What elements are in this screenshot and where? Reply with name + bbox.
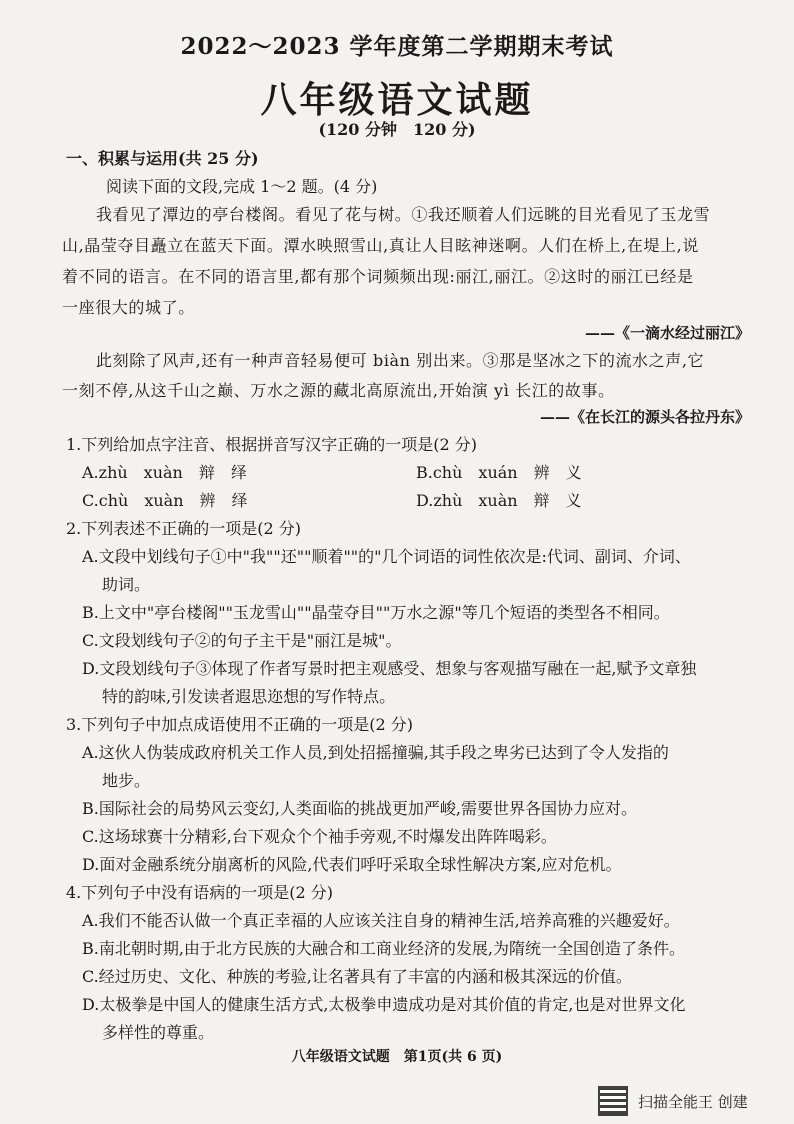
scanner-text: 扫描全能王 创建	[638, 1092, 748, 1111]
option-line: C.经过历史、文化、种族的考验,让名著具有了丰富的内涵和极其深远的价值。	[82, 967, 632, 986]
option-d: D.zhù xuàn 辩 义	[416, 491, 582, 510]
scanner-watermark	[598, 1086, 748, 1116]
passage2-line: 此刻除了风声,还有一种声音轻易便可 biàn 别出来。③那是坚冰之下的流水之声,它	[96, 351, 705, 370]
option-line: A.文段中划线句子①中"我""还""顺着""的"几个词语的词性依次是:代词、副词、介词、	[82, 547, 691, 566]
question-stem: 1.下列给加点字注音、根据拼音写汉字正确的一项是(2 分)	[66, 435, 478, 454]
option-line: B.国际社会的局势风云变幻,人类面临的挑战更加严峻,需要世界各国协力应对。	[82, 799, 638, 818]
qr-code-icon	[598, 1086, 628, 1116]
source-citation: ——《在长江的源头各拉丹东》	[539, 408, 750, 426]
option-line: 助词。	[102, 575, 151, 594]
option-line: A.我们不能否认做一个真正幸福的人应该关注自身的精神生活,培养高雅的兴趣爱好。	[82, 911, 680, 930]
option-line: 地步。	[102, 771, 151, 790]
option-line: D.太极拳是中国人的健康生活方式,太极拳申遗成功是对其价值的肯定,也是对世界文化	[82, 995, 686, 1014]
option-line: D.面对金融系统分崩离析的风险,代表们呼吁采取全球性解决方案,应对危机。	[82, 855, 622, 874]
passage1-line: 我看见了潭边的亭台楼阁。看见了花与树。①我还顺着人们远眺的目光看见了玉龙雪	[96, 205, 711, 224]
passage2-line: 一刻不停,从这千山之巅、万水之源的藏北高原流出,开始演 yì 长江的故事。	[62, 381, 615, 400]
option-b: B.chù xuán 辨 义	[416, 463, 582, 482]
option-line: D.文段划线句子③体现了作者写景时把主观感受、想象与客观描写融在一起,赋予文章独	[82, 659, 697, 678]
option-c: C.chù xuàn 辨 绎	[82, 491, 248, 510]
reading-intro: 阅读下面的文段,完成 1～2 题。(4 分)	[106, 177, 378, 196]
source-citation: ——《一滴水经过丽江》	[584, 324, 750, 342]
option-line: C.文段划线句子②的句子主干是"丽江是城"。	[82, 631, 402, 650]
passage1-line: 山,晶莹夺目矗立在蓝天下面。潭水映照雪山,真让人目眩神迷啊。人们在桥上,在堤上,说	[62, 236, 699, 255]
subject-title: 八年级语文试题	[260, 79, 534, 121]
time-score: (120 分钟 120 分)	[318, 120, 476, 139]
question-stem: 4.下列句子中没有语病的一项是(2 分)	[66, 883, 334, 902]
option-line: C.这场球赛十分精彩,台下观众个个袖手旁观,不时爆发出阵阵喝彩。	[82, 827, 557, 846]
passage1-line: 一座很大的城了。	[62, 298, 195, 317]
option-line: 多样性的尊重。	[102, 1023, 215, 1042]
passage1-line: 着不同的语言。在不同的语言里,都有那个词频频出现:丽江,丽江。②这时的丽江已经是	[62, 267, 694, 286]
question-stem: 2.下列表述不正确的一项是(2 分)	[66, 519, 302, 538]
section-heading: 一、积累与运用(共 25 分)	[66, 149, 259, 168]
option-line: A.这伙人伪装成政府机关工作人员,到处招摇撞骗,其手段之卑劣已达到了令人发指的	[82, 743, 669, 762]
option-line: B.南北朝时期,由于北方民族的大融合和工商业经济的发展,为隋统一全国创造了条件。	[82, 939, 686, 958]
option-a: A.zhù xuàn 辩 绎	[82, 463, 247, 482]
page-footer: 八年级语文试题 第1页(共 6 页)	[291, 1049, 503, 1065]
question-stem: 3.下列句子中加点成语使用不正确的一项是(2 分)	[66, 715, 414, 734]
exam-title: 2022～2023 学年度第二学期期末考试	[180, 33, 614, 60]
option-line: 特的韵味,引发读者遐思迩想的写作特点。	[102, 687, 396, 706]
option-line: B.上文中"亭台楼阁""玉龙雪山""晶莹夺目""万水之源"等几个短语的类型各不相同。	[82, 603, 670, 622]
